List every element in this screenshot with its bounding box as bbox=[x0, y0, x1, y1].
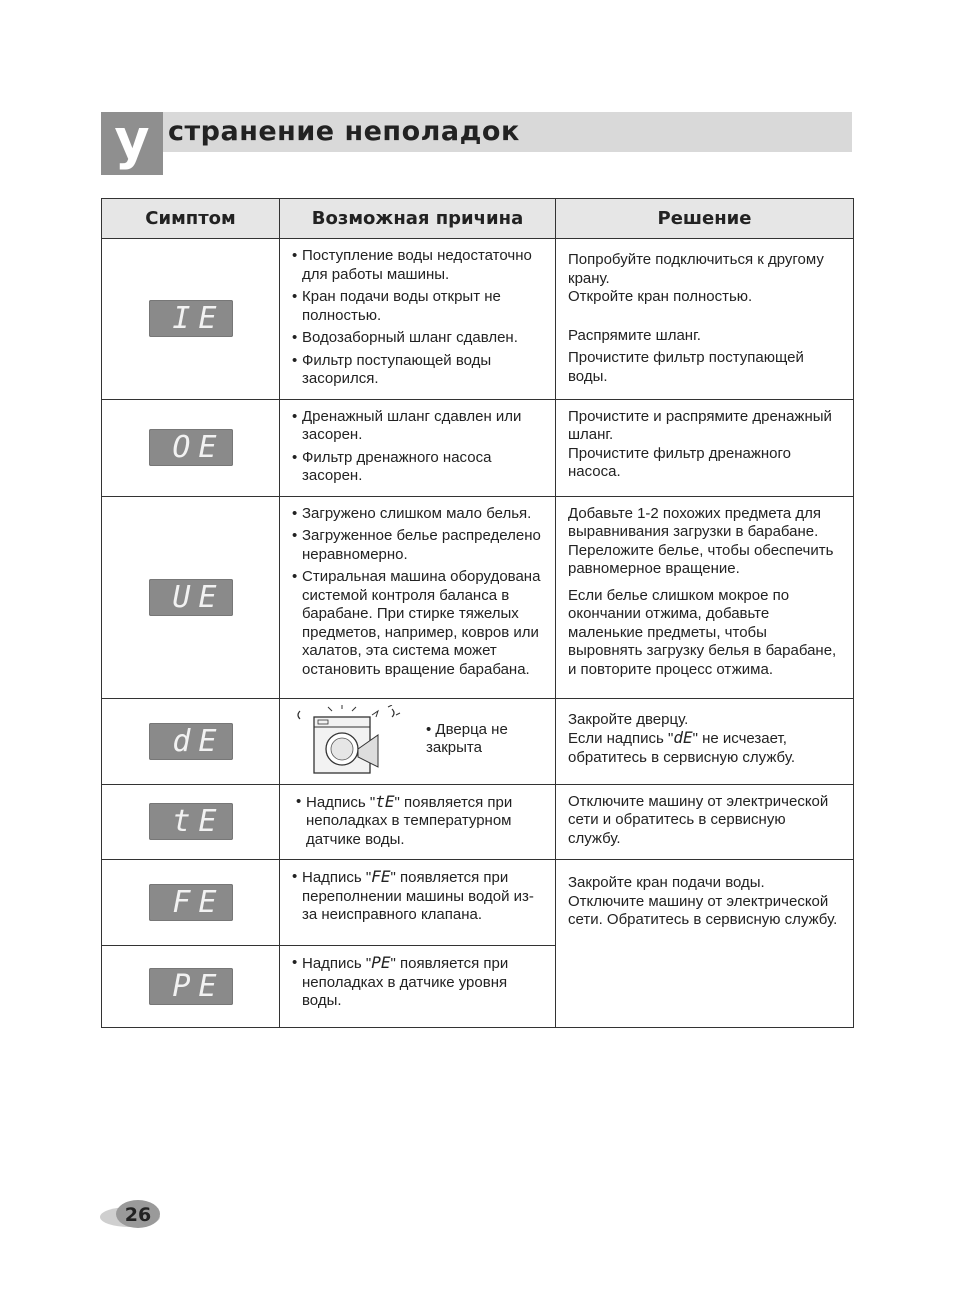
solution-text: Прочистите и распрямите дренажный шланг. bbox=[568, 407, 832, 443]
symptom-cell bbox=[102, 399, 280, 496]
solution-cell bbox=[556, 239, 854, 400]
display-code-ue bbox=[149, 579, 233, 616]
display-code-pe bbox=[149, 968, 233, 1005]
code-text: IE bbox=[172, 301, 225, 337]
symptom-cell bbox=[102, 946, 280, 1028]
solution-text: Откройте кран полностью. bbox=[568, 288, 753, 305]
code-text: tE bbox=[172, 804, 225, 840]
washing-machine-open-door-icon bbox=[292, 705, 402, 775]
table-row-de bbox=[102, 698, 854, 784]
cause-item bbox=[292, 868, 545, 925]
table-row-te bbox=[102, 784, 854, 860]
solution-text-pre: Если надпись " bbox=[568, 730, 674, 747]
solution-text: Если белье слишком мокрое по окончании отжима, добавьте маленькие предметы, чтобы выровнять загрузку белья в барабане, и повторите процесс отжима. bbox=[568, 586, 837, 678]
solution-text: Отключите машину от электрической сети и обратитесь в сервисную службу. bbox=[568, 792, 829, 847]
cause-text-door-not-closed: • Дверца не закрыта bbox=[426, 720, 508, 756]
code-text: OE bbox=[172, 430, 225, 465]
display-code-fe bbox=[149, 884, 233, 921]
symptom-cell bbox=[102, 239, 280, 400]
solution-text: Прочистите фильтр дренажного насоса. bbox=[568, 444, 791, 480]
symptom-cell bbox=[102, 698, 280, 784]
display-code-oe bbox=[149, 429, 233, 466]
cause-item bbox=[296, 793, 545, 850]
solution-text: Переложите белье, чтобы обеспечить равномерное вращение. bbox=[568, 541, 834, 577]
code-text: dE bbox=[172, 723, 225, 759]
display-code-ie bbox=[149, 300, 233, 337]
symptom-cell bbox=[102, 496, 280, 698]
solution-text: Отключите машину от электрической сети. Обратитесь в сервисную службу. bbox=[568, 892, 838, 928]
symptom-cell bbox=[102, 860, 280, 946]
solution-text: Закройте дверцу. bbox=[568, 710, 689, 728]
table-row-fe bbox=[102, 860, 854, 946]
inline-code-fe: FE bbox=[371, 867, 391, 886]
inline-code-pe: PE bbox=[371, 953, 391, 972]
solution-text bbox=[568, 729, 841, 767]
cause-item: • Загружено слишком мало белья. bbox=[292, 505, 545, 524]
code-text: PE bbox=[172, 969, 225, 1004]
page-number-badge bbox=[100, 1197, 164, 1233]
cause-text-pre: Надпись " bbox=[306, 793, 376, 811]
solution-cell-shared bbox=[556, 860, 854, 1028]
solution-text: Попробуйте подключиться к другому крану. bbox=[568, 251, 824, 287]
display-code-de bbox=[149, 723, 233, 760]
solution-text: Добавьте 1-2 похожих предмета для выравнивания загрузки в барабане. bbox=[568, 504, 822, 540]
code-text: FE bbox=[172, 885, 225, 920]
cause-cell bbox=[280, 946, 556, 1028]
cause-item bbox=[292, 954, 545, 1011]
symptom-cell bbox=[102, 784, 280, 860]
table-row-oe bbox=[102, 399, 854, 496]
solution-cell bbox=[556, 399, 854, 496]
cause-item: • Стиральная машина оборудована системой контроля баланса в барабане. При стирке тяжелых предметов, например, ковров или халатов, эта система может остановить вращение барабана. bbox=[292, 568, 545, 679]
cause-cell bbox=[280, 496, 556, 698]
solution-cell bbox=[556, 698, 854, 784]
cause-cell bbox=[280, 239, 556, 400]
cause-cell bbox=[280, 784, 556, 860]
column-header-symptom: Симптом bbox=[102, 199, 280, 239]
column-header-solution: Решение bbox=[556, 199, 854, 239]
cause-cell bbox=[280, 860, 556, 946]
table-row-ue bbox=[102, 496, 854, 698]
title-initial-letter: у bbox=[101, 112, 163, 175]
page-title: странение неполадок bbox=[168, 116, 520, 147]
cause-item: • Кран подачи воды открыт не полностью. bbox=[292, 288, 545, 325]
cause-text-post: " появляется при неполадках в температурном датчике воды. bbox=[306, 793, 513, 848]
cause-text-post: " появляется при неполадках в датчике уровня воды. bbox=[302, 955, 509, 1009]
cause-cell bbox=[280, 399, 556, 496]
solution-text-post: " не исчезает, обратитесь в сервисную службу. bbox=[568, 730, 795, 766]
solution-text: Прочистите фильтр поступающей воды. bbox=[568, 349, 804, 385]
cause-text-pre: Надпись " bbox=[302, 955, 372, 972]
cause-cell bbox=[280, 698, 556, 784]
page-number: 26 bbox=[124, 1204, 152, 1226]
code-text: UE bbox=[172, 579, 225, 615]
solution-text: Закройте кран подачи воды. bbox=[568, 874, 765, 891]
cause-item: • Дренажный шланг сдавлен или засорен. bbox=[292, 408, 545, 445]
solution-cell bbox=[556, 784, 854, 860]
table-row-ie bbox=[102, 239, 854, 400]
cause-text-pre: Надпись " bbox=[302, 869, 372, 886]
inline-code-te: tE bbox=[375, 791, 395, 811]
inline-code-de: dE bbox=[673, 728, 693, 747]
display-code-te bbox=[149, 803, 233, 840]
cause-text-post: " появляется при переполнении машины водой из-за неисправного клапана. bbox=[302, 869, 534, 923]
column-header-cause: Возможная причина bbox=[280, 199, 556, 239]
cause-item: • Поступление воды недостаточно для работы машины. bbox=[292, 247, 545, 284]
solution-cell bbox=[556, 496, 854, 698]
cause-item: • Фильтр дренажного насоса засорен. bbox=[292, 449, 545, 486]
solution-text: Распрямите шланг. bbox=[568, 326, 701, 344]
table-header-row bbox=[102, 199, 854, 239]
troubleshooting-table bbox=[101, 198, 854, 1028]
cause-item: • Водозаборный шланг сдавлен. bbox=[292, 329, 545, 348]
cause-item: • Загруженное белье распределено неравномерно. bbox=[292, 527, 545, 564]
cause-item: • Фильтр поступающей воды засорился. bbox=[292, 352, 545, 389]
